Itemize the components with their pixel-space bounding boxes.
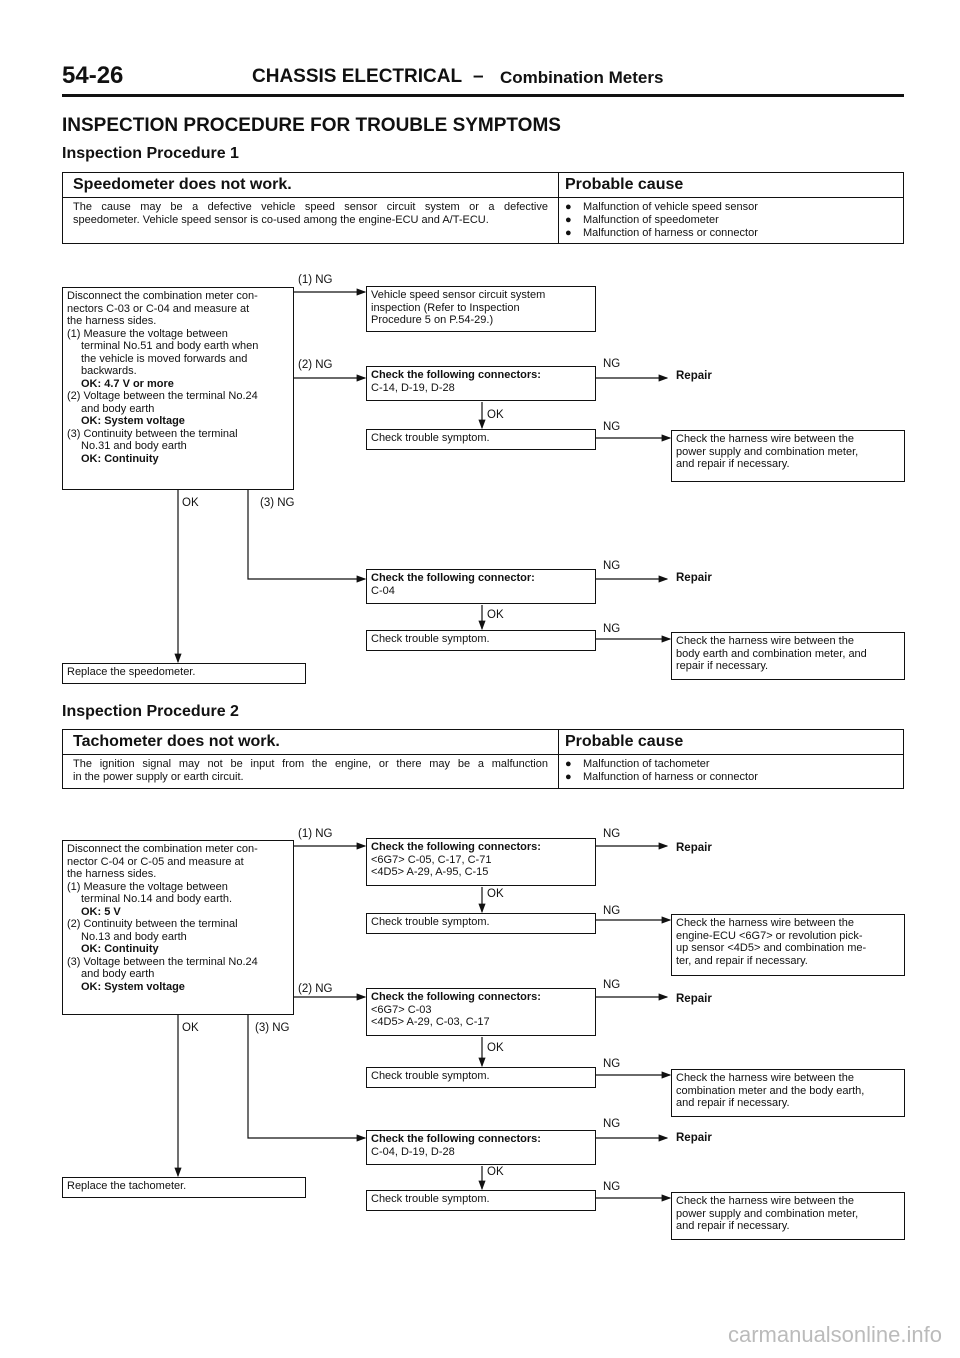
- symptom-heading: Tachometer does not work.: [63, 730, 559, 754]
- footer-watermark: carmanualsonline.info: [727, 1322, 942, 1347]
- p2-label-1-ng: (1) NG: [298, 828, 333, 840]
- cause-item: ● Malfunction of harness or connector: [565, 227, 758, 239]
- p1-label-ok: OK: [487, 609, 504, 621]
- description-line: The cause may be a defective vehicle speed sensor circuit system or a defective: [73, 201, 548, 213]
- p2-trouble-symptom-box-2: Check trouble symptom.: [366, 1067, 596, 1088]
- page-number: 54-26: [62, 62, 124, 89]
- description-line: speedometer. Vehicle speed sensor is co-used among the engine-ECU and A/T-ECU.: [73, 214, 489, 226]
- p2-trouble-symptom-box-3: Check trouble symptom.: [366, 1190, 596, 1211]
- p1-trouble-symptom-box-1: Check trouble symptom.: [366, 429, 596, 450]
- p2-harness-check-box-3: Check the harness wire between the power supply and combination meter, and repair if necessary.: [671, 1192, 905, 1240]
- p2-check-connectors-box-2: Check the following connectors: <6G7> C-03 <4D5> A-29, C-03, C-17: [366, 988, 596, 1036]
- chapter-subtitle: Combination Meters: [500, 68, 664, 87]
- p2-repair-label: Repair: [676, 993, 712, 1005]
- p2-label-ng: NG: [603, 1181, 621, 1193]
- p1-label-1-ng: (1) NG: [298, 274, 333, 286]
- p1-measure-box: Disconnect the combination meter con- nectors C-03 or C-04 and measure at the harness sides. (1) Measure the voltage between terminal No.51 and body earth when the vehicle is moved forwards and backwards. OK: 4.7 V or more (2) Voltage between the terminal No.24 and body earth OK: System voltage (3) Continuity between the terminal No.31 and body earth OK: Continuity: [62, 287, 294, 490]
- p2-label-ng: NG: [603, 979, 621, 991]
- p2-trouble-symptom-box-1: Check trouble symptom.: [366, 913, 596, 934]
- p2-label-ok: OK: [487, 1042, 504, 1054]
- p1-label-ng: NG: [603, 560, 621, 572]
- p2-label-ng: NG: [603, 905, 621, 917]
- p1-harness-check-box-2: Check the harness wire between the body earth and combination meter, and repair if necessary.: [671, 632, 905, 680]
- section-title: INSPECTION PROCEDURE FOR TROUBLE SYMPTOMS: [62, 115, 561, 136]
- p1-label-ng: NG: [603, 358, 621, 370]
- p2-label-ok: OK: [182, 1022, 199, 1034]
- p2-repair-label: Repair: [676, 1132, 712, 1144]
- p1-repair-label: Repair: [676, 370, 712, 382]
- p1-trouble-symptom-box-2: Check trouble symptom.: [366, 630, 596, 651]
- p1-arrow-to-check-b: [248, 490, 365, 579]
- p2-replace-box: Replace the tachometer.: [62, 1177, 306, 1198]
- p2-label-ok: OK: [487, 1166, 504, 1178]
- p2-check-connectors-box-1: Check the following connectors: <6G7> C-05, C-17, C-71 <4D5> A-29, A-95, C-15: [366, 838, 596, 886]
- cause-item: ● Malfunction of vehicle speed sensor: [565, 201, 758, 213]
- title-dash: –: [473, 66, 484, 87]
- cause-item: ● Malfunction of speedometer: [565, 214, 719, 226]
- procedure-1-title: Inspection Procedure 1: [62, 145, 239, 162]
- p2-harness-check-box-2: Check the harness wire between the combination meter and the body earth, and repair if necessary.: [671, 1069, 905, 1117]
- symptom-heading: Speedometer does not work.: [63, 173, 559, 197]
- procedure-2-title: Inspection Procedure 2: [62, 703, 239, 720]
- p1-check-connectors-box: Check the following connectors: C-14, D-19, D-28: [366, 366, 596, 401]
- p2-measure-box: Disconnect the combination meter con- nector C-04 or C-05 and measure at the harness sides. (1) Measure the voltage between terminal No.14 and body earth. OK: 5 V (2) Continuity between the terminal No.13 and body earth OK: Continuity (3) Voltage between the terminal No.24 and body earth OK: System voltage: [62, 840, 294, 1015]
- p2-repair-label: Repair: [676, 842, 712, 854]
- p2-check-connectors-box-3: Check the following connectors: C-04, D-19, D-28: [366, 1130, 596, 1165]
- p1-label-ng: NG: [603, 421, 621, 433]
- p2-arrow-to-check-c: [248, 1015, 365, 1138]
- p1-label-ng: NG: [603, 623, 621, 635]
- p1-check-connector-box: Check the following connector: C-04: [366, 569, 596, 604]
- p2-label-ok: OK: [487, 888, 504, 900]
- p2-harness-check-box-1: Check the harness wire between the engine-ECU <6G7> or revolution pick- up sensor <4D5> and combination me- ter, and repair if necessary.: [671, 914, 905, 976]
- probable-cause-heading: Probable cause: [565, 176, 684, 193]
- p2-label-ng: NG: [603, 1058, 621, 1070]
- cause-item: ● Malfunction of tachometer: [565, 758, 710, 770]
- p1-vss-inspection-box: Vehicle speed sensor circuit system inspection (Refer to Inspection Procedure 5 on P.54-29.): [366, 286, 596, 332]
- p2-label-ng: NG: [603, 828, 621, 840]
- p2-label-ng: NG: [603, 1118, 621, 1130]
- p1-repair-label: Repair: [676, 572, 712, 584]
- description-line: The ignition signal may not be input from the engine, or there may be a malfunction: [73, 758, 548, 770]
- p2-label-2-ng: (2) NG: [298, 983, 333, 995]
- p1-label-ok: OK: [487, 409, 504, 421]
- description-line: in the power supply or earth circuit.: [73, 771, 244, 783]
- p1-label-ok: OK: [182, 497, 199, 509]
- cause-item: ● Malfunction of harness or connector: [565, 771, 758, 783]
- p1-replace-box: Replace the speedometer.: [62, 663, 306, 684]
- chapter-title: CHASSIS ELECTRICAL: [252, 66, 463, 87]
- p1-label-2-ng: (2) NG: [298, 359, 333, 371]
- p1-label-3-ng: (3) NG: [260, 497, 295, 509]
- p1-harness-check-box-1: Check the harness wire between the power supply and combination meter, and repair if necessary.: [671, 430, 905, 482]
- probable-cause-heading: Probable cause: [565, 733, 684, 750]
- p2-label-3-ng: (3) NG: [255, 1022, 290, 1034]
